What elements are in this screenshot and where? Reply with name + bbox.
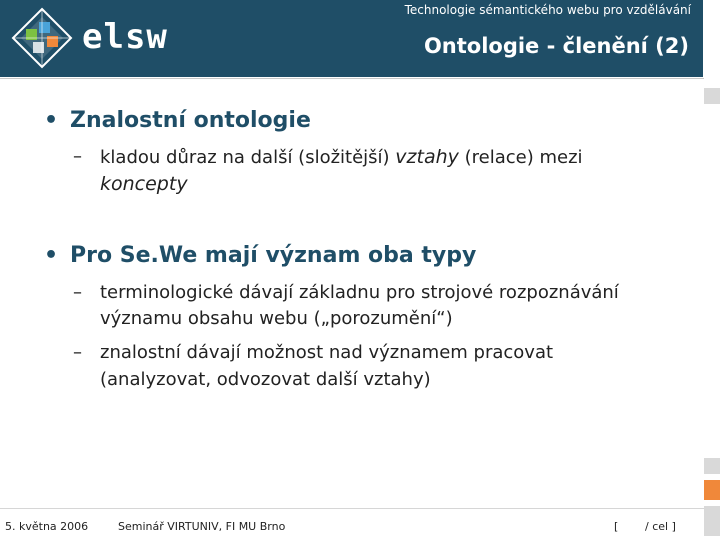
sub-text: (relace) mezi: [458, 147, 583, 168]
dash-marker: –: [73, 282, 82, 303]
bullet-title: Pro Se.We mají význam oba typy: [70, 243, 477, 268]
footer-bracket: [: [614, 520, 619, 533]
sub-bullet-line: [100, 146, 583, 168]
bullet-marker: •: [44, 243, 59, 268]
header-band: [180, 0, 703, 77]
page-number: / cel ]: [645, 520, 676, 533]
sub-bullet-line-2: koncepty: [100, 173, 188, 195]
footer-divider: [0, 508, 704, 509]
footer-date: 5. května 2006: [5, 520, 89, 533]
header-subtitle: Technologie sémantického webu pro vzdělávání: [404, 3, 691, 17]
sub-bullet-line: významu obsahu webu („porozumění“): [100, 308, 453, 329]
elsw-logo-icon: [11, 7, 73, 69]
sub-bullet-line: (analyzovat, odvozovat další vztahy): [100, 369, 431, 390]
footer-seminar: Seminář VIRTUNIV, FI MU Brno: [118, 520, 286, 533]
logo-block: [0, 0, 180, 77]
sub-bullet-line: terminologické dávají základnu pro strojové rozpoznávání: [100, 282, 619, 303]
deco-square-top: [704, 88, 720, 104]
bullet-marker: •: [44, 108, 59, 133]
deco-square-bottom: [704, 506, 720, 536]
deco-square-bottom-grey: [704, 458, 720, 474]
logo-text: elsw: [82, 17, 168, 57]
dash-marker: –: [73, 146, 82, 167]
deco-square-orange: [704, 480, 720, 500]
bullet-sewe-types: [44, 243, 476, 268]
dash-marker: –: [73, 342, 82, 363]
slide-title: Ontologie - členění (2): [423, 34, 689, 58]
header-divider: [0, 78, 704, 79]
sub-text-italic: vztahy: [395, 146, 459, 168]
bullet-title: Znalostní ontologie: [70, 108, 311, 133]
sub-text: kladou důraz na další (složitější): [100, 147, 396, 168]
bullet-knowledge-ontology: [44, 108, 311, 133]
sub-bullet-line: znalostní dávají možnost nad významem pracovat: [100, 342, 554, 363]
